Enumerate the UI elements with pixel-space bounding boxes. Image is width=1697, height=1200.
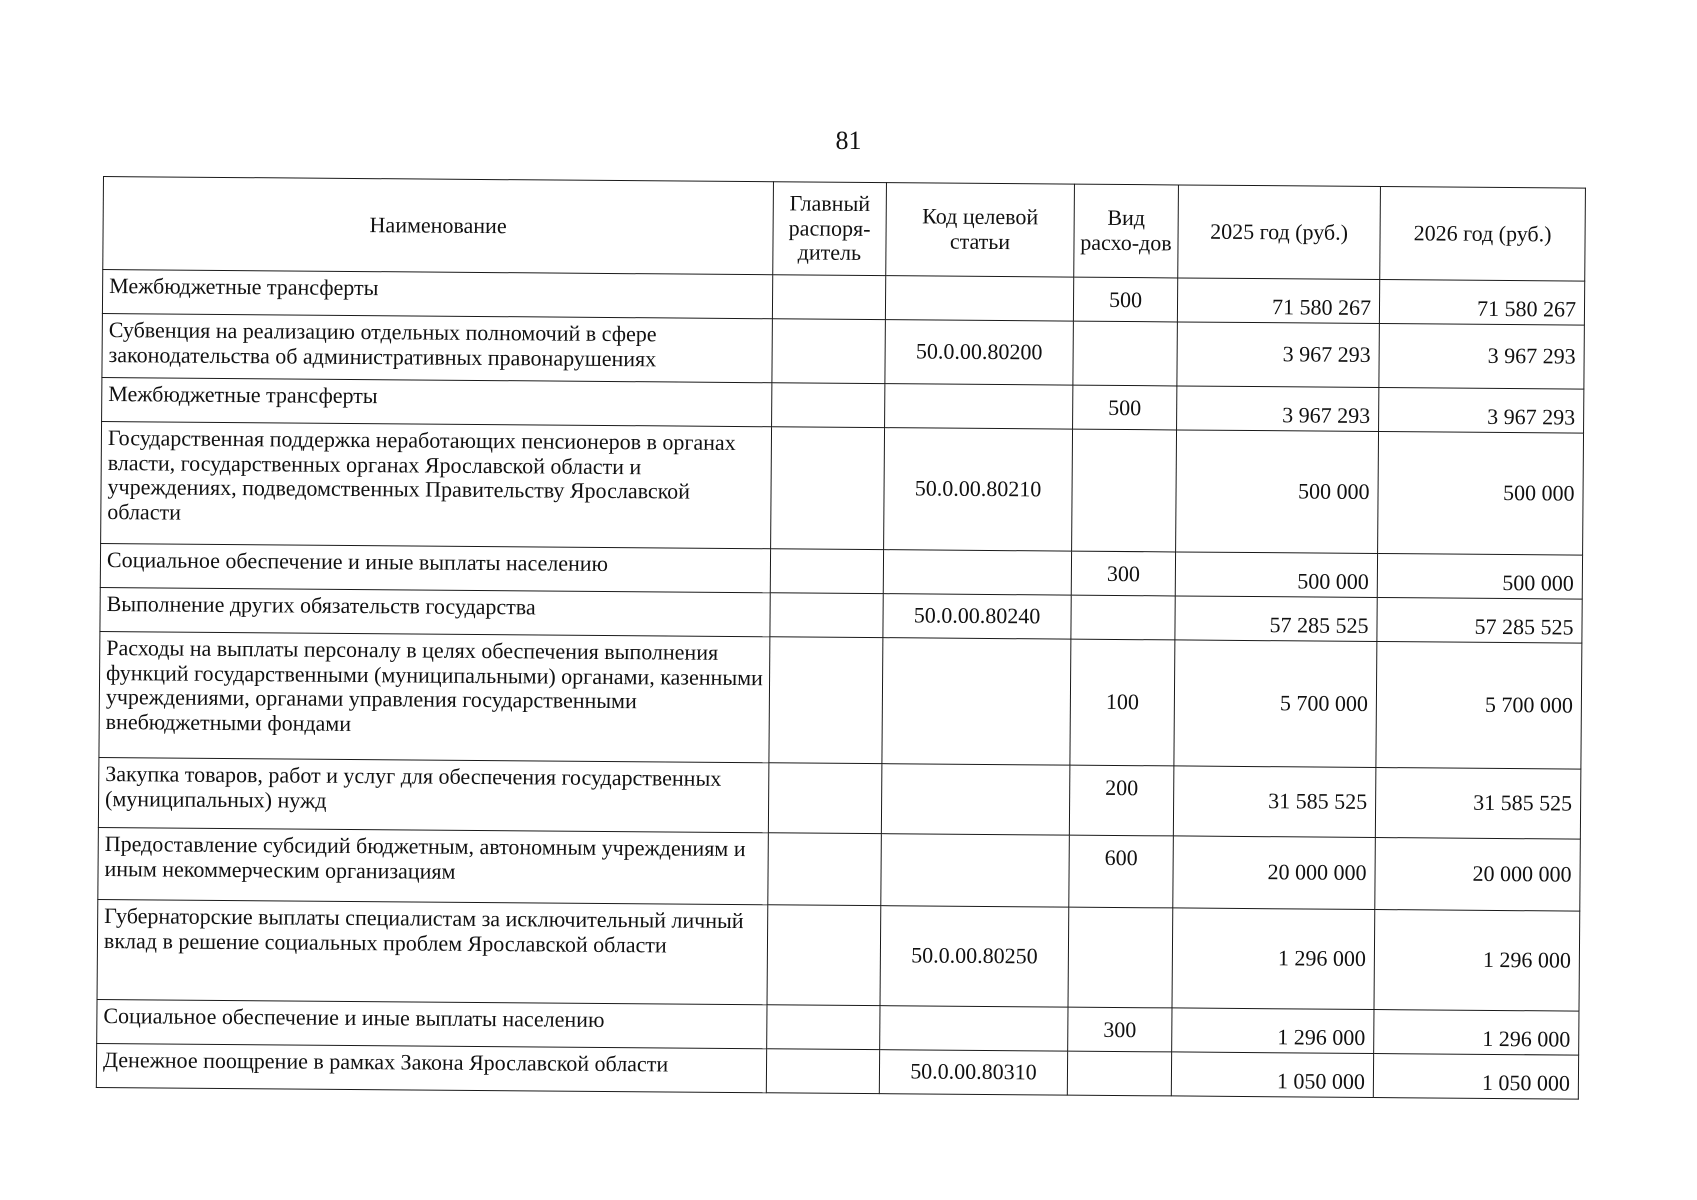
row-amount-2025: 500 000 — [1175, 552, 1377, 598]
row-amount-2025: 20 000 000 — [1173, 836, 1376, 910]
row-manager — [769, 637, 883, 764]
row-code: 50.0.00.80250 — [880, 906, 1069, 1007]
row-code: 50.0.00.80210 — [884, 428, 1073, 551]
header-year-2026: 2026 год (руб.) — [1380, 187, 1586, 282]
row-manager — [768, 833, 882, 906]
row-amount-2025: 5 700 000 — [1174, 640, 1377, 768]
row-amount-2025: 1 296 000 — [1172, 908, 1375, 1010]
row-amount-2026: 31 585 525 — [1375, 768, 1581, 840]
row-amount-2026: 1 296 000 — [1374, 910, 1580, 1012]
row-amount-2025: 71 580 267 — [1177, 278, 1379, 324]
row-amount-2026: 500 000 — [1378, 432, 1584, 556]
row-name: Губернаторские выплаты специалистам за исключительный личный вклад в решение социальных проблем Ярославской области — [97, 899, 768, 1004]
row-name: Государственная поддержка неработающих пенсионеров в органах власти, государственных органах Ярославской области и учреждениях, подведомственных Правительству Ярославской области — [101, 421, 772, 548]
row-code — [882, 638, 1071, 765]
row-amount-2025: 3 967 293 — [1177, 386, 1379, 432]
header-main-manager: Главный распоря-дитель — [773, 182, 887, 276]
row-expense-type: 600 — [1069, 835, 1174, 908]
row-manager — [770, 549, 883, 594]
table-row — [98, 757, 1581, 839]
row-manager — [772, 275, 885, 320]
row-manager — [766, 1049, 879, 1094]
row-manager — [771, 427, 885, 550]
header-year-2025: 2025 год (руб.) — [1178, 185, 1381, 280]
row-expense-type — [1072, 429, 1177, 552]
row-amount-2025: 31 585 525 — [1173, 766, 1376, 838]
row-code: 50.0.00.80200 — [885, 320, 1073, 385]
row-name: Закупка товаров, работ и услуг для обеспечения государственных (муниципальных) нужд — [98, 757, 769, 832]
row-amount-2026: 71 580 267 — [1379, 280, 1584, 326]
row-amount-2026: 1 050 000 — [1373, 1054, 1578, 1100]
header-name: Наименование — [103, 177, 774, 275]
row-name: Выполнение других обязательств государства — [100, 587, 770, 636]
row-expense-type: 500 — [1073, 277, 1177, 322]
row-amount-2026: 57 285 525 — [1377, 598, 1582, 644]
row-amount-2026: 5 700 000 — [1376, 642, 1582, 770]
row-code — [880, 1006, 1068, 1051]
row-expense-type: 300 — [1071, 551, 1175, 596]
row-manager — [772, 383, 885, 428]
row-code — [885, 384, 1073, 429]
row-code — [883, 550, 1071, 595]
row-amount-2026: 3 967 293 — [1379, 388, 1584, 434]
row-expense-type — [1067, 1051, 1171, 1096]
row-expense-type: 500 — [1073, 385, 1177, 430]
row-amount-2025: 500 000 — [1176, 430, 1379, 554]
row-manager — [772, 319, 885, 384]
row-code — [885, 276, 1073, 321]
row-name: Субвенция на реализацию отдельных полномочий в сфере законодательства об административных правонарушениях — [102, 313, 772, 382]
row-name: Социальное обеспечение и иные выплаты населению — [97, 999, 767, 1048]
row-name: Межбюджетные трансферты — [102, 270, 772, 319]
table-header-row — [103, 177, 1586, 282]
row-name: Расходы на выплаты персоналу в целях обеспечения выполнения функций государственными (муниципальными) органами, казенными учреждениями, органами управления государственными внебюджетными фондами — [99, 631, 770, 762]
header-expense-type: Вид расхо-дов — [1074, 184, 1179, 278]
table-row — [98, 827, 1581, 911]
row-expense-type — [1068, 907, 1173, 1008]
row-amount-2025: 3 967 293 — [1177, 322, 1379, 388]
row-manager — [770, 593, 883, 638]
row-name: Предоставление субсидий бюджетным, автономным учреждениям и иным некоммерческим организациям — [98, 827, 769, 904]
table-row — [99, 631, 1582, 769]
row-amount-2025: 1 050 000 — [1171, 1052, 1373, 1098]
header-target-code: Код целевой статьи — [886, 183, 1075, 277]
row-name: Межбюджетные трансферты — [102, 377, 772, 426]
row-name: Социальное обеспечение и иные выплаты населению — [100, 543, 770, 592]
row-amount-2026: 1 296 000 — [1374, 1010, 1579, 1056]
row-manager — [767, 1005, 880, 1050]
row-amount-2025: 57 285 525 — [1175, 596, 1377, 642]
row-amount-2025: 1 296 000 — [1172, 1008, 1374, 1054]
row-expense-type — [1073, 321, 1177, 386]
row-amount-2026: 500 000 — [1377, 554, 1582, 600]
row-amount-2026: 20 000 000 — [1375, 838, 1581, 912]
row-manager — [768, 763, 882, 834]
table-row — [102, 313, 1584, 389]
table-row — [97, 899, 1580, 1011]
row-amount-2026: 3 967 293 — [1379, 324, 1584, 390]
row-expense-type — [1071, 595, 1175, 640]
row-code — [881, 764, 1070, 835]
row-expense-type: 200 — [1069, 765, 1174, 836]
row-expense-type: 100 — [1070, 639, 1175, 766]
row-expense-type: 300 — [1068, 1007, 1172, 1052]
row-manager — [767, 905, 881, 1006]
budget-table — [96, 176, 1586, 1100]
row-code: 50.0.00.80310 — [879, 1050, 1067, 1095]
table-row — [101, 421, 1584, 555]
row-code: 50.0.00.80240 — [883, 594, 1071, 639]
row-code — [881, 834, 1070, 907]
page-number: 81 — [835, 126, 862, 155]
row-name: Денежное поощрение в рамках Закона Ярославской области — [96, 1043, 766, 1092]
